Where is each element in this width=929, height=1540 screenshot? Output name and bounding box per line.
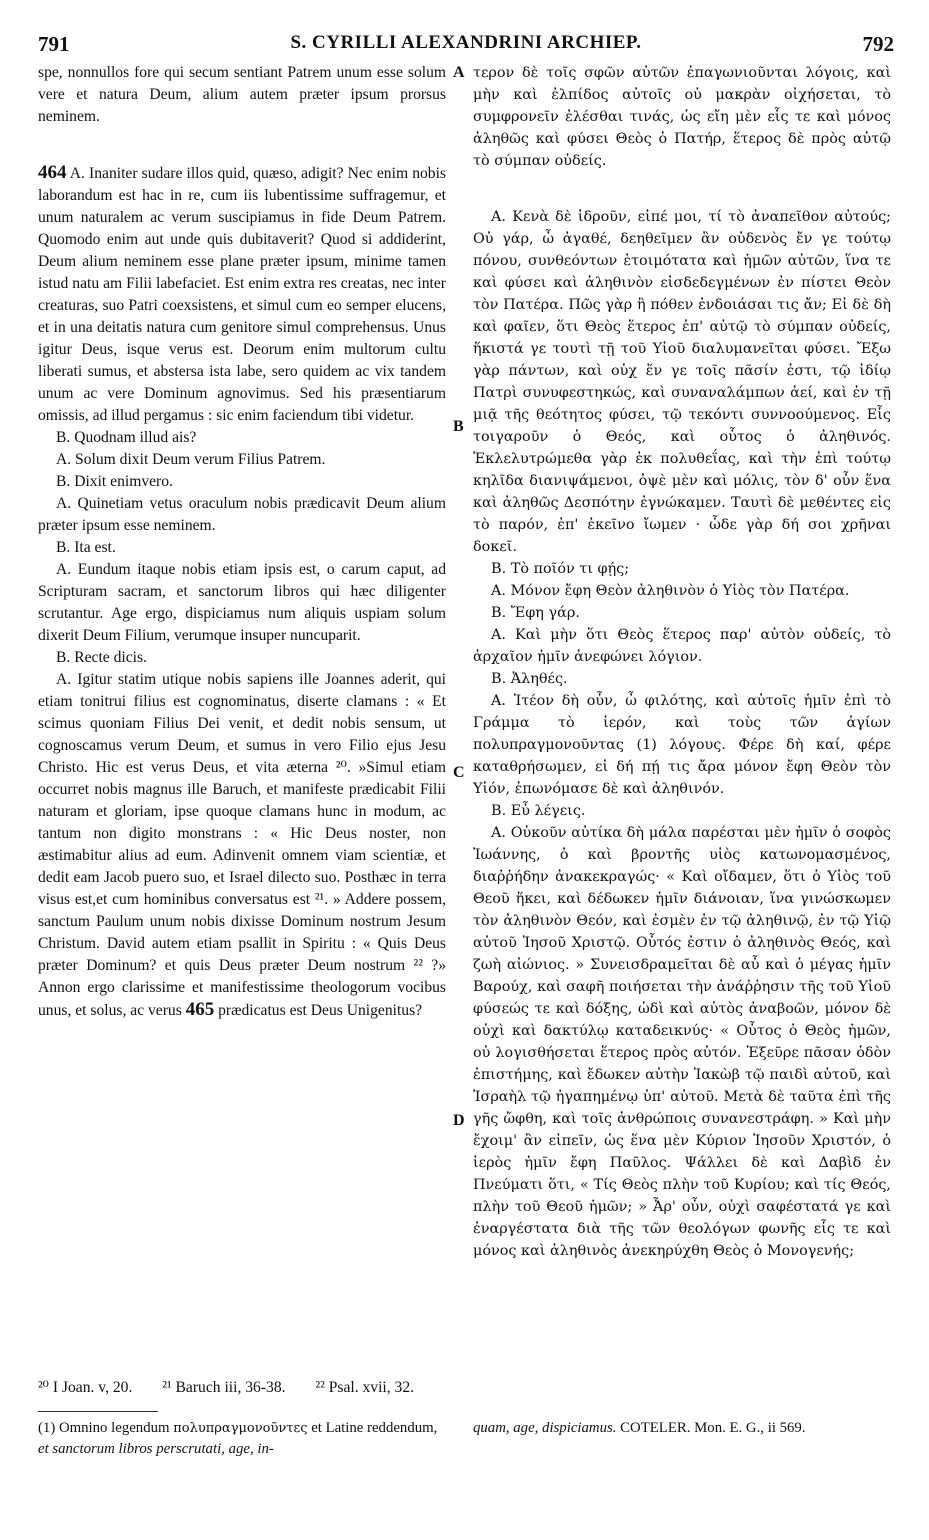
footnote-right: quam, age, dispiciamus. COTELER. Mon. E. G., ii 569. [473, 1420, 806, 1436]
greek-line-1: Β. Τὸ ποῖόν τι φῄς; [491, 561, 630, 577]
latin-para-1: 464 A. Inaniter sudare illos quid, quæso, adigit? Nec enim nobis laborandum est hac in re, cum iis lubentissime suffragemur, et unum naturalem ac verum suscipiamus in fide Deum Patrem. Quomodo enim aut unde quis dubitaverit? Quod si addiderint, Deum alium neminem esse plane præter ipsum, minime tamen istud natu am Filii labefaciet. Est enim extra res creatas, nec inter creaturas, suo Patri coexsistens, et simul cum eo semper elucens, et in una deitatis natura cum genitore simul comprehensus. Unus igitur Deus, isque verus est. Deorum enim multorum cultu liberati sumus, et abstersa ista labe, sero quidem ac vix tandem unum ac vere Dominum agnovimus. Sed his præsentiarum omissis, ad illud pergamus : sic enim faciendum tibi videtur. [38, 162, 446, 424]
footnote-left: (1) Omnino legendum πολυπραγμονοῦντες et Latine reddendum, et sanctorum libros perscrutati, age, in- [38, 1420, 438, 1457]
latin-line-6: A. Eundum itaque nobis etiam ipsis est, o carum caput, ad Scripturam sacram, et sanctorum libros qui hæc diligenter scrutantur. Age ergo, dispiciamus num aliquis uspiam solum dixerit Deum Filium, verumque insuper nuncuparit. [38, 561, 446, 644]
greek-line-5: Β. Ἀληθές. [491, 671, 568, 687]
latin-line-3: B. Dixit enimvero. [56, 473, 173, 490]
column-number-464: 464 [38, 162, 67, 183]
greek-line-8: Α. Οὐκοῦν αὐτίκα δὴ μάλα παρέσται μὲν ἡμῖν ὁ σοφὸς Ἰωάννης, ὁ καὶ βροντῆς υἱὸς κατωνομασμένος, διαῤῥήδην ἀνακεκραγώς· « Καὶ οἴδαμεν, ὅτι ὁ Υἱὸς τοῦ Θεοῦ ἥκει, καὶ δέδωκεν ἡμῖν διάνοιαν, ἵνα γινώσκωμεν τὸν ἀληθινὸν Θεόν, καὶ ἐσμὲν ἐν τῷ ἀληθινῷ, ἐν τῷ Υἱῷ αὐτοῦ Ἰησοῦ Χριστῷ. Οὗτός ἐστιν ὁ ἀληθινὸς Θεός, καὶ ζωὴ αἰώνιος. » Συνεισδραμεῖται δὲ αὖ καὶ ὁ μέγας ἡμῖν Βαρούχ, καὶ σαφῆ ποιήσεται τὴν ἀνάῤῥησιν τῆς τοῦ Υἱοῦ φύσεώς τε καὶ δόξης, ὡδὶ καὶ αὐτὸς ἀναβοῶν, μόνον δὲ οὐχὶ καὶ δακτύλῳ καταδεικνύς· « Οὗτος ὁ Θεὸς ἡμῶν, οὐ λογισθήσεται ἕτερος πρὸς αὐτόν. Ἐξεῦρε πᾶσαν ὁδὸν ἐπιστήμης, καὶ ἔδωκεν αὐτὴν Ἰακὼβ τῷ παιδὶ αὐτοῦ, καὶ Ἰσραὴλ τῷ ἠγαπημένῳ ὑπ' αὐτοῦ. Μετὰ δὲ ταῦτα ἐπὶ τῆς γῆς ὤφθη, καὶ τοῖς ἀνθρώποις συνανεστράφη. » Καὶ μὴν ἔχοιμ' ἂν εἰπεῖν, ὡς ἕνα μὲν Κύριον Ἰησοῦν Χριστόν, ὁ ἱερὸς ἡμῖν ἔφη Παῦλος. Ψάλλει δὲ καὶ Δαβὶδ ἐν Πνεύματι ὅτι, « Τίς Θεὸς πλὴν τοῦ Κυρίου; καὶ τίς Θεός, πλὴν τοῦ Θεοῦ ἡμῶν; » Ἆρ' οὖν, οὐχὶ σαφέστατά γε καὶ ἐναργέστατα διὰ τῆς τῶν θεολόγων φωνῆς εἷς τε καὶ μόνος καὶ ἀληθινὸς ἀνεκηρύχθη Θεὸς ὁ Μονογενής; [473, 825, 891, 1259]
greek-line-2: Α. Μόνον ἔφη Θεὸν ἀληθινὸν ὁ Υἱὸς τὸν Πατέρα. [491, 583, 850, 599]
note-21: ²¹ Baruch iii, 36-38. [162, 1379, 286, 1396]
latin-line-7: B. Recte dicis. [56, 649, 147, 666]
latin-line-5: B. Ita est. [56, 539, 116, 556]
latin-column [38, 62, 446, 1022]
margin-letter-d: D [453, 1112, 465, 1129]
right-page-number: 792 [862, 32, 894, 56]
column-number-465: 465 [185, 999, 215, 1020]
note-22: ²² Psal. xvii, 32. [315, 1379, 415, 1396]
running-title: S. CYRILLI ALEXANDRINI ARCHIEP. [290, 32, 642, 53]
latin-line-2: A. Solum dixit Deum verum Filius Patrem. [56, 451, 326, 468]
margin-letter-c: C [453, 764, 465, 781]
left-page-number: 791 [38, 32, 70, 56]
greek-intro: τερον δὲ τοῖς σφῶν αὐτῶν ἐπαγωνιοῦνται λόγοις, καὶ μὴν καὶ ἐλπίδος αὐτοῖς οὐ μακρὰν οἰχήσεται, τὸ συμφρονεῖν ἐλέσθαι τινάς, ὡς εἴη μὲν εἷς τε καὶ μόνος ἀληθῶς καὶ φύσει Θεὸς ὁ Πατήρ, ἕτερος δὲ πρὸς αὐτῷ τὸ σύμπαν οὐδείς. [473, 65, 891, 169]
latin-line-1: B. Quodnam illud ais? [56, 429, 197, 446]
greek-line-4: Α. Καὶ μὴν ὅτι Θεὸς ἕτερος παρ' αὐτὸν οὐδείς, τὸ ἀρχαῖον ἡμῖν ἀνεφώνει λόγιον. [473, 627, 891, 665]
margin-letter-a: A [453, 64, 465, 81]
note-20: ²⁰ I Joan. v, 20. [38, 1379, 133, 1396]
margin-letter-b: B [453, 418, 464, 435]
greek-line-7: Β. Εὖ λέγεις. [491, 803, 586, 819]
greek-column [473, 62, 891, 1262]
latin-intro: spe, nonnullos fore qui secum sentiant Patrem unum esse solum vere et natura Deum, alium autem præter ipsum prorsus neminem. [38, 64, 446, 125]
greek-line-3: Β. Ἔφη γάρ. [491, 605, 580, 621]
latin-line-8: A. Igitur statim utique nobis sapiens ille Joannes aderit, qui etiam tonitrui filius est cognominatus, diserte clamans : « Et scimus quoniam Filius Dei venit, et dedit nobis sensum, ut cognoscamus verum Deum, et sumus in vero Filio ejus Jesu Christo. Hic est verus Deus, et vita æterna ²⁰. »Simul etiam occurret nobis magnus ille Baruch, et manifeste prædicabit Filii naturam et gloriam, ipse quoque clamans hunc in modum, ac tantum non digito monstrans : « Hic Deus noster, non æstimabitur alius ad eum. Adinvenit omnem viam scientiæ, et dedit eam Jacob puero suo, et Israel dilecto suo. Posthæc in terra visus est,et cum hominibus conversatus est ²¹. » Addere possem, sanctum Paulum unum nobis dixisse Dominum nostrum Jesum Christum. David autem etiam psallit in Spiritu : « Quis Deus præter Dominum? et quis Deus præter Deum nostrum ²² ?» Annon ergo clarissime et manifestissime theologorum vocibus unus, et solus, ac verus 465 prædicatus est Deus Unigenitus? [38, 671, 446, 1020]
page-header [30, 32, 902, 58]
greek-para-1: Α. Κενὰ δὲ ἱδροῦν, εἰπέ μοι, τί τὸ ἀναπεῖθον αὐτούς; Οὐ γάρ, ὦ ἀγαθέ, δεηθεῖμεν ἂν οὐδενὸς ἔν γε τούτῳ πόνου, συνθεόντων ἑτοιμότατα καὶ ἡμῶν αὐτῶν, ἵνα τε καὶ φύσει καὶ ἀληθινὸν εἰσδεδεγμένων ἐν πίστει Θεὸν τὸν Πατέρα. Πῶς γὰρ ἢ πόθεν ἐνδοιάσαι τις ἄν; Εἰ δὲ δὴ καὶ φαῖεν, ὅτι Θεὸς ἕτερος ἐπ' αὐτῷ τὸ σύμπαν οὐδείς, ἥκιστά γε τουτὶ τῇ τοῦ Υἱοῦ διαλυμανεῖται φύσει. Ἔξω γὰρ πάντων, καὶ οὐχ ἕν γε τοῖς πᾶσίν ἐστι, τῷ ἰδίῳ Πατρὶ συνυφεστηκώς, καὶ συναναλάμπων ἀεί, καὶ ἐν τῇ μιᾷ τῆς θεότητος φύσει, τῷ τεκόντι συννοούμενος. Εἷς τοιγαροῦν ὁ Θεός, καὶ οὗτος ὁ ἀληθινός. Ἐκλελυτρώμεθα γὰρ ἐκ πολυθεΐας, καὶ τὴν ἐπὶ τούτῳ κηλῖδα διανιψάμενοι, ὀψὲ μὲν καὶ μόλις, τὸν δ' οὖν ἕνα καὶ ἀληθῶς Δεσπότην ἐγνώκαμεν. Ταυτὶ δὲ μεθέντες εἰς τὸ παρόν, ἐπ' ἐκεῖνο ἴωμεν · ὧδε γὰρ δή σοι χρῆναι δοκεῖ. [473, 209, 891, 555]
latin-line-4: A. Quinetiam vetus oraculum nobis prædicavit Deum alium præter ipsum esse neminem. [38, 495, 446, 534]
footnote-rule [38, 1411, 158, 1412]
greek-line-6: Α. Ἰτέον δὴ οὖν, ὦ φιλότης, καὶ αὐτοῖς ἡμῖν ἐπὶ τὸ Γράμμα τὸ ἱερόν, καὶ τοὺς τῶν ἁγίων πολυπραγμονοῦντας (1) λόγους. Φέρε δὴ καί, φέρε καταθρήσωμεν, εἰ δή πῄ τις ἄρα μόνον ἔφη Θεὸν τὸν Υἱόν, ἐπωνόμασε δὲ καὶ ἀληθινόν. [473, 693, 891, 797]
scripture-notes [38, 1378, 898, 1397]
